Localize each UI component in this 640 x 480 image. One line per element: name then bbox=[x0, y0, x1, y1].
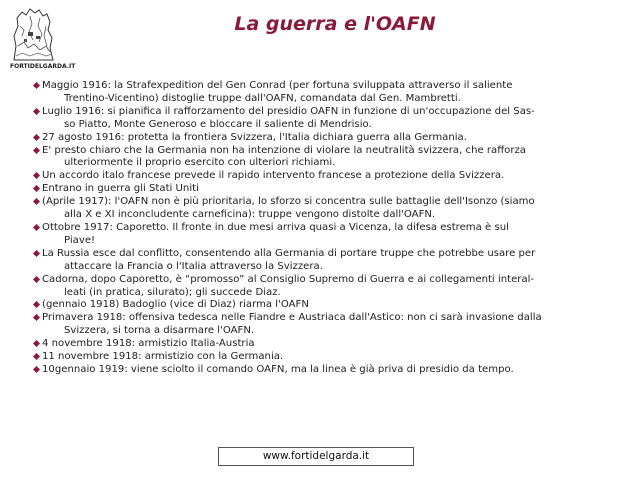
logo-caption: FORTIDELGARDA.IT bbox=[10, 63, 76, 70]
diamond-bullet-icon bbox=[33, 301, 40, 308]
item-line: Primavera 1918: offensiva tedesca nelle Fiandre e Austriaca dall'Astico: non ci sarà invasione dalla bbox=[42, 312, 542, 324]
diamond-bullet-icon bbox=[33, 250, 40, 257]
list-item bbox=[34, 196, 614, 222]
item-line: Entrano in guerra gli Stati Uniti bbox=[42, 183, 199, 195]
list-item bbox=[34, 222, 614, 248]
item-line: 10gennaio 1919: viene sciolto il comando OAFN, ma la linea è già priva di presidio da tempo. bbox=[42, 363, 514, 375]
diamond-bullet-icon bbox=[33, 82, 40, 89]
website-link[interactable]: www.fortidelgarda.it bbox=[218, 447, 414, 466]
item-line: Un accordo italo francese prevede il rapido intervento francese a protezione della Svizzera. bbox=[42, 170, 505, 182]
list-item bbox=[34, 364, 614, 377]
list-item bbox=[34, 106, 614, 132]
item-line-continued: Trentino-Vicentino) distoglie truppe dall'OAFN, comandata dal Gen. Mambretti. bbox=[64, 92, 461, 104]
item-line-continued: Svizzera, si torna a disarmare l'OAFN. bbox=[64, 325, 255, 337]
item-line: 11 novembre 1918: armistizio con la Germania. bbox=[42, 351, 284, 363]
diamond-bullet-icon bbox=[33, 185, 40, 192]
diamond-bullet-icon bbox=[33, 340, 40, 347]
event-list bbox=[34, 80, 614, 377]
item-line: Ottobre 1917: Caporetto. Il fronte in due mesi arriva quasi a Vicenza, la difesa estrema è sul bbox=[42, 221, 509, 233]
list-item bbox=[34, 145, 614, 171]
item-line-continued: ulteriormente il proprio esercito con ulteriori richiami. bbox=[64, 157, 336, 169]
item-line: (Aprile 1917): l'OAFN non è più prioritaria, lo sforzo si concentra sulle battaglie dell'Isonzo (siamo bbox=[42, 196, 535, 208]
diamond-bullet-icon bbox=[33, 172, 40, 179]
list-item bbox=[34, 274, 614, 300]
item-line: La Russia esce dal conflitto, consentendo alla Germania di portare truppe che potrebbe usare per bbox=[42, 247, 536, 259]
list-item bbox=[34, 170, 614, 183]
diamond-bullet-icon bbox=[33, 314, 40, 321]
item-line: E' presto chiaro che la Germania non ha intenzione di violare la neutralità svizzera, che rafforza bbox=[42, 144, 526, 156]
diamond-bullet-icon bbox=[33, 224, 40, 231]
list-item bbox=[34, 80, 614, 106]
list-item bbox=[34, 312, 614, 338]
list-item bbox=[34, 299, 614, 312]
item-line: Luglio 1916: si pianifica il rafforzamento del presidio OAFN in funzione di un'occupazione del Sas- bbox=[42, 105, 535, 117]
list-item bbox=[34, 248, 614, 274]
item-line: Cadorna, dopo Caporetto, è “promosso” al Consiglio Supremo di Guerra e ai collegamenti interal- bbox=[42, 273, 535, 285]
diamond-bullet-icon bbox=[33, 276, 40, 283]
page-title: La guerra e l'OAFN bbox=[234, 13, 436, 35]
diamond-bullet-icon bbox=[33, 353, 40, 360]
item-line-continued: attaccare la Francia o l'Italia attraverso la Svizzera. bbox=[64, 260, 323, 272]
item-line-continued: alla X e XI inconcludente carneficina): truppe vengono distolte dall'OAFN. bbox=[64, 209, 436, 221]
item-line: 4 novembre 1918: armistizio Italia-Austria bbox=[42, 338, 255, 350]
list-item bbox=[34, 338, 614, 351]
diamond-bullet-icon bbox=[33, 146, 40, 153]
diamond-bullet-icon bbox=[33, 134, 40, 141]
item-line: Maggio 1916: la Strafexpedition del Gen Conrad (per fortuna sviluppata attraverso il saliente bbox=[42, 80, 513, 91]
list-item bbox=[34, 351, 614, 364]
diamond-bullet-icon bbox=[33, 108, 40, 115]
item-line-continued: leati (in pratica, silurato); gli succede Diaz. bbox=[64, 286, 281, 298]
diamond-bullet-icon bbox=[33, 366, 40, 373]
item-line-continued: Piave! bbox=[64, 234, 96, 246]
list-item bbox=[34, 183, 614, 196]
list-item bbox=[34, 132, 614, 145]
diamond-bullet-icon bbox=[33, 198, 40, 205]
item-line-continued: so Piatto, Monte Generoso e bloccare il saliente di Mendrisio. bbox=[64, 118, 372, 130]
item-line: (gennaio 1918) Badoglio (vice di Diaz) riarma l'OAFN bbox=[42, 299, 309, 311]
item-line: 27 agosto 1916: protetta la frontiera Svizzera, l'Italia dichiara guerra alla Germania. bbox=[42, 131, 467, 143]
